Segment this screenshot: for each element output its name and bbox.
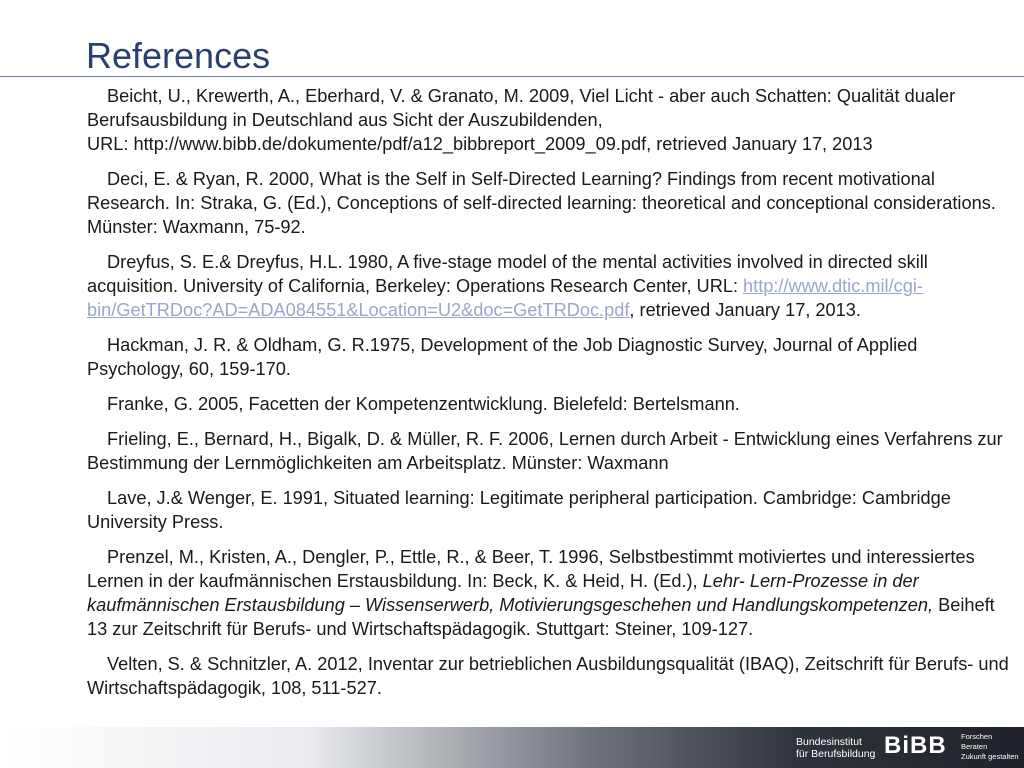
- institute-line: Bundesinstitut: [796, 736, 862, 748]
- title-divider: [0, 76, 1024, 77]
- reference-text: Beiheft 13 zur Zeitschrift für Berufs- und Wirtschaftspädagogik. Stuttgart: Steiner, 109-127.: [87, 595, 995, 639]
- reference-item: [87, 250, 1013, 322]
- reference-item: [87, 84, 1013, 156]
- footer-bar: [0, 727, 1024, 768]
- institute-name: [796, 736, 882, 760]
- institute-line: für Berufsbildung: [796, 748, 876, 760]
- reference-item: Frieling, E., Bernard, H., Bigalk, D. & Müller, R. F. 2006, Lernen durch Arbeit - Entwicklung eines Verfahrens zur Bestimmung der Lernmöglichkeiten am Arbeitsplatz. Münster: Waxmann: [87, 429, 1003, 473]
- reference-item: Franke, G. 2005, Facetten der Kompetenzentwicklung. Bielefeld: Bertelsmann.: [107, 394, 740, 414]
- reference-text: , retrieved January 17, 2013.: [629, 300, 861, 320]
- reference-link[interactable]: http://www.dtic.mil/cgi-bin/GetTRDoc?AD=ADA084551&Location=U2&doc=GetTRDoc.pdf: [87, 276, 923, 320]
- reference-item: Hackman, J. R. & Oldham, G. R.1975, Development of the Job Diagnostic Survey, Journal of Applied Psychology, 60, 159-170.: [87, 335, 918, 379]
- slogan-line: Zukunft gestalten: [961, 752, 1019, 761]
- slogan: [961, 732, 1019, 762]
- slogan-line: Forschen: [961, 732, 993, 741]
- reference-text: Dreyfus, S. E.& Dreyfus, H.L. 1980, A five-stage model of the mental activities involved in directed skill acquisition. University of California, Berkeley: Operations Research Center, URL:: [87, 252, 928, 296]
- page-title: References: [86, 35, 271, 76]
- reference-italic-title: Lehr- Lern-Prozesse in der kaufmännischen Erstausbildung – Wissenserwerb, Motivierungsgeschehen und Handlungskompetenzen,: [87, 571, 934, 615]
- reference-list: [87, 84, 1013, 711]
- reference-text: Beicht, U., Krewerth, A., Eberhard, V. & Granato, M. 2009, Viel Licht - aber auch Schatten: Qualität dualer Berufsausbildung in Deutschland aus Sicht der Auszubildenden,: [87, 86, 956, 130]
- bibb-logo: BiBB: [884, 732, 947, 759]
- reference-item: Lave, J.& Wenger, E. 1991, Situated learning: Legitimate peripheral participation. Cambridge: Cambridge University Press.: [87, 488, 951, 532]
- reference-item: [87, 545, 1013, 641]
- reference-item: Deci, E. & Ryan, R. 2000, What is the Self in Self-Directed Learning? Findings from recent motivational Research. In: Straka, G. (Ed.), Conceptions of self-directed learning: theoretical and conceptional considerations. Münster: Waxmann, 75-92.: [87, 169, 996, 237]
- reference-text: Prenzel, M., Kristen, A., Dengler, P., Ettle, R., & Beer, T. 1996, Selbstbestimmt motiviertes und interessiertes Lernen in der kaufmännischen Erstausbildung. In: Beck, K. & Heid, H. (Ed.),: [87, 547, 975, 591]
- slogan-line: Beraten: [961, 742, 988, 751]
- reference-url: URL: http://www.bibb.de/dokumente/pdf/a12_bibbreport_2009_09.pdf, retrieved January 17, 2013: [87, 134, 873, 154]
- reference-item: Velten, S. & Schnitzler, A. 2012, Inventar zur betrieblichen Ausbildungsqualität (IBAQ), Zeitschrift für Berufs- und Wirtschaftspädagogik, 108, 511-527.: [87, 654, 1009, 698]
